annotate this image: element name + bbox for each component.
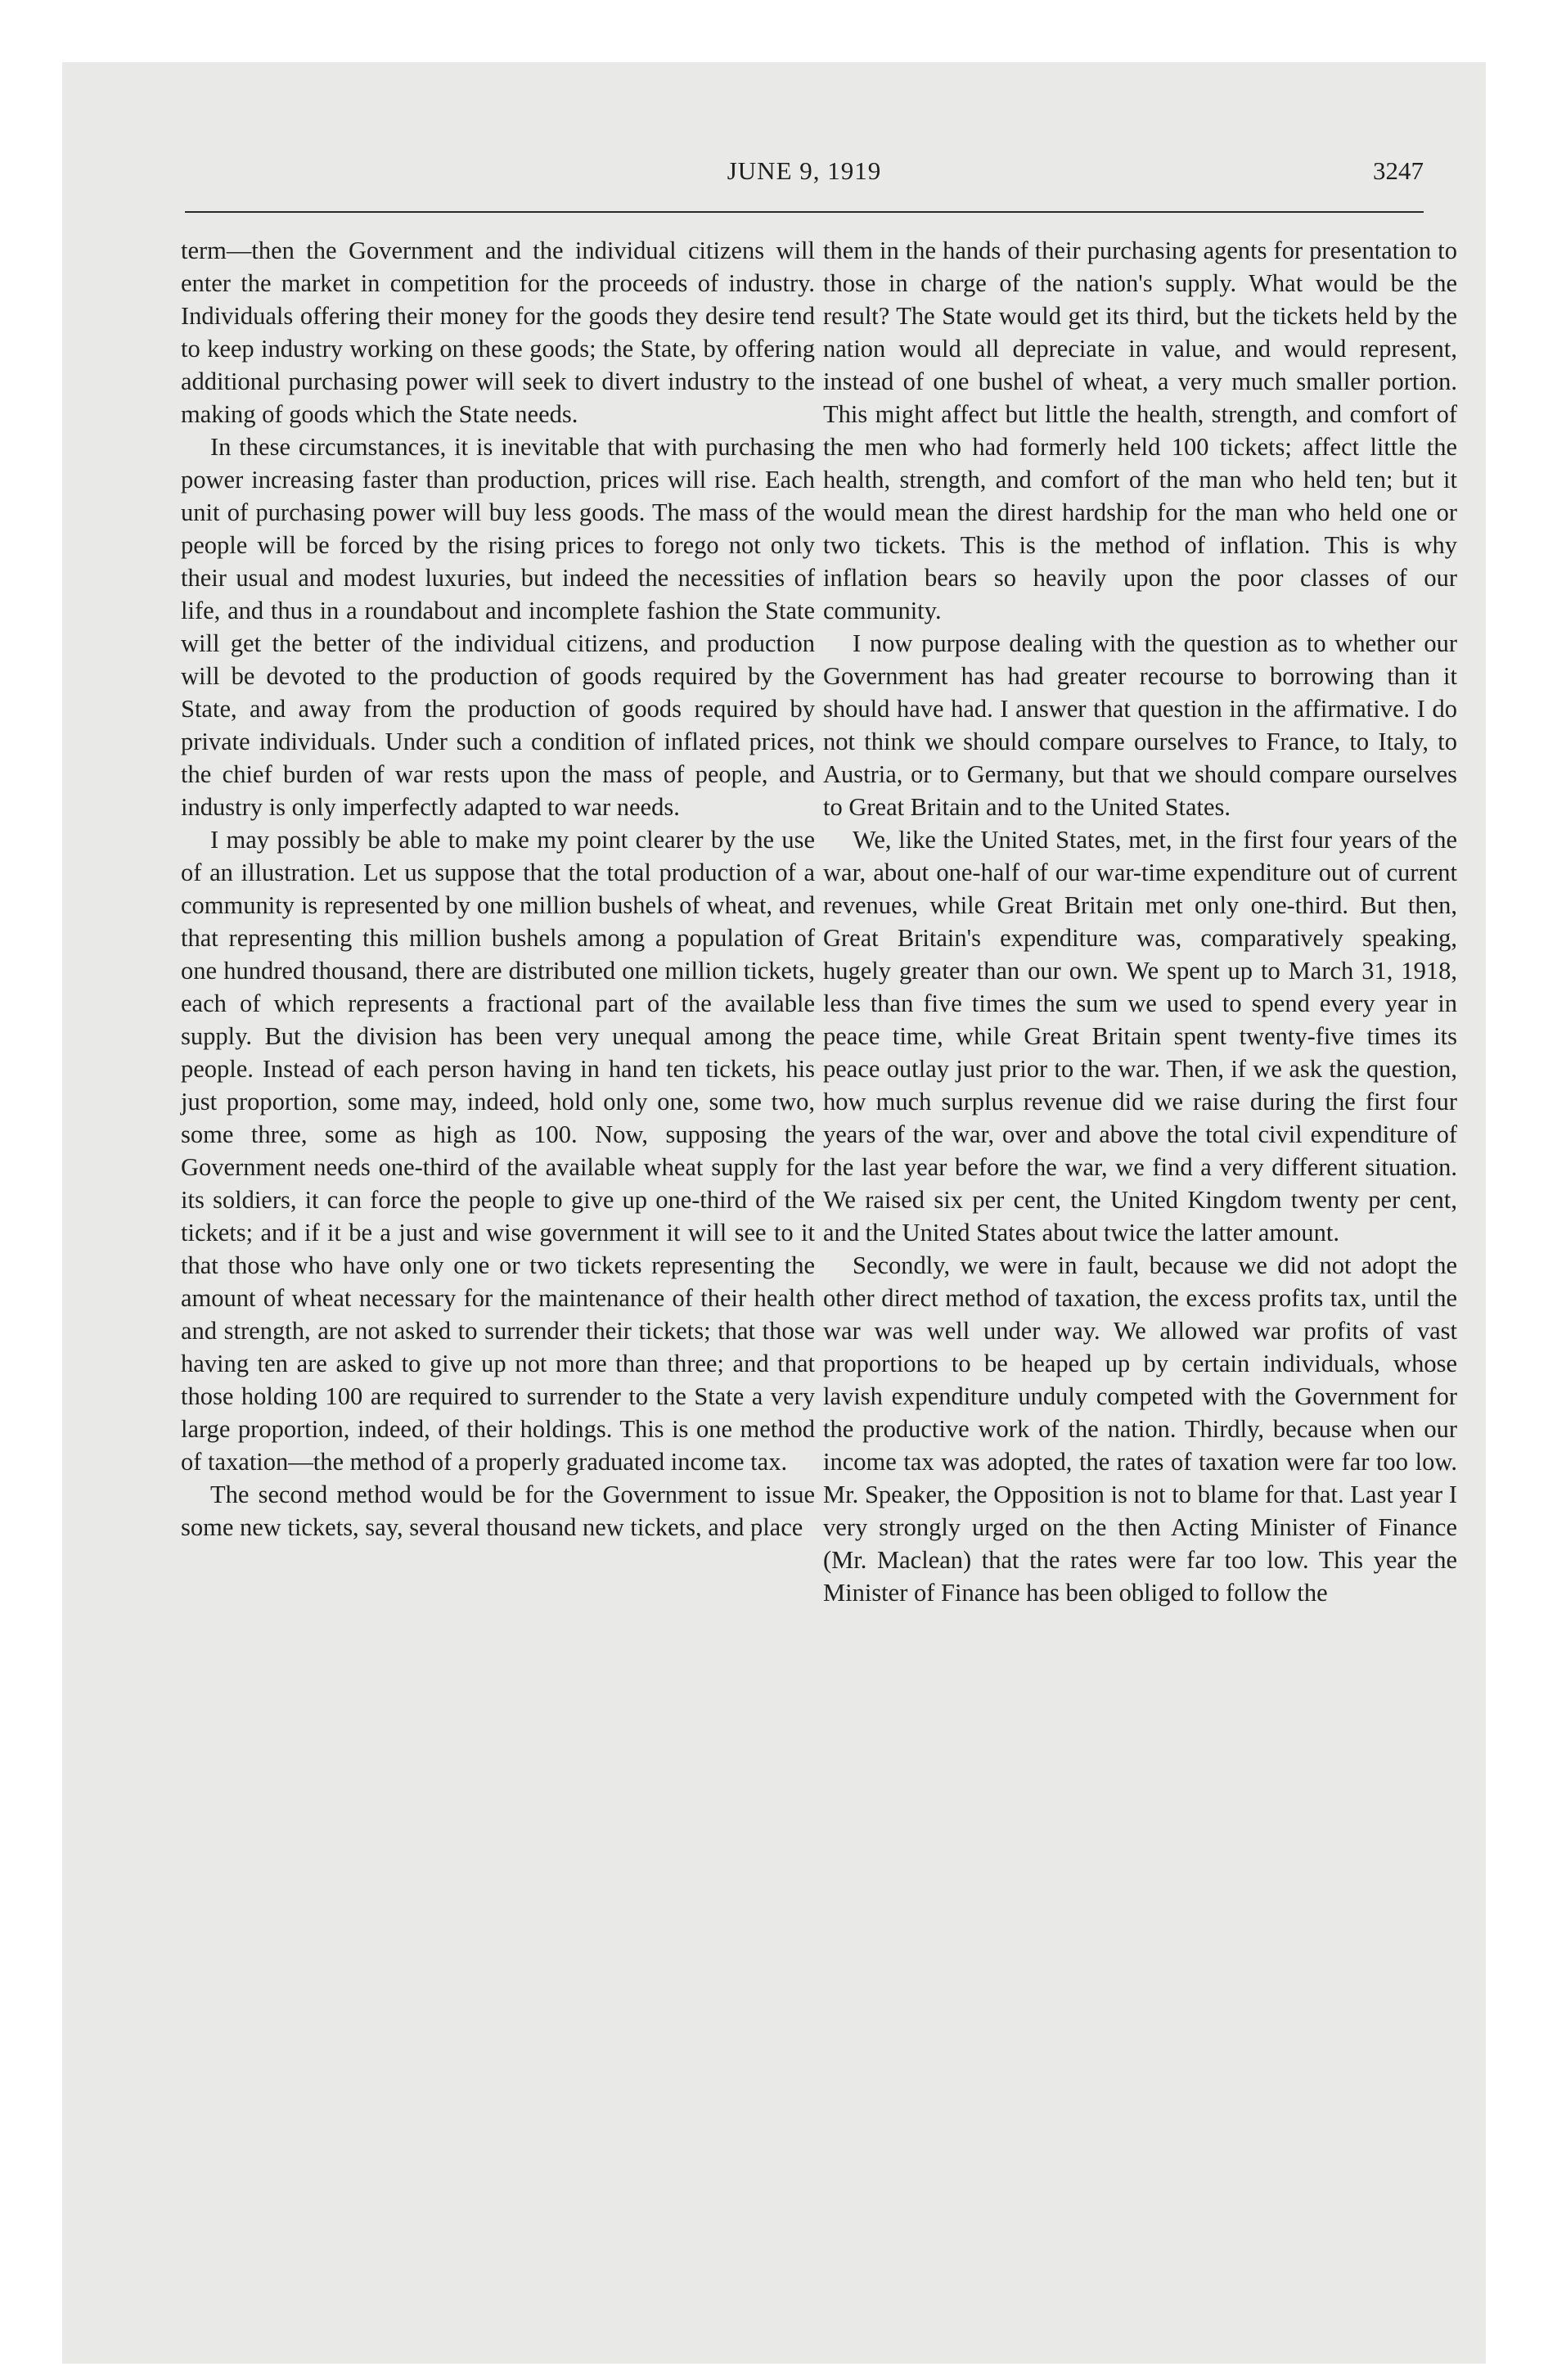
paragraph: In these circumstances, it is inevitable that with purchasing power increasing faster than production, prices will rise. Each unit of purchasing power will buy less goods. The mass of the people will be forced by the rising prices to forego not only their usual and modest luxuries, but indeed the necessities of life, and thus in a roundabout and incomplete fashion the State will get the better of the individual citizens, and production will be devoted to the production of goods required by the State, and away from the production of goods required by private individuals. Under such a condition of inflated prices, the chief burden of war rests upon the mass of people, and industry is only imperfectly adapted to war needs. bbox=[181, 433, 815, 821]
left-column bbox=[181, 234, 815, 1544]
paragraph: term—then the Government and the individual citizens will enter the market in competition for the proceeds of industry. Individuals offering their money for the goods they desire tend to keep industry working on these goods; the State, by offering additional purchasing power will seek to divert industry to the making of goods which the State needs. bbox=[181, 237, 815, 428]
running-header bbox=[185, 156, 1424, 205]
paragraph: I now purpose dealing with the question as to whether our Government has had greater recourse to borrowing than it should have had. I answer that question in the affirmative. I do not think we should compare ourselves to France, to Italy, to Austria, or to Germany, but that we should compare ourselves to Great Britain and to the United States. bbox=[823, 629, 1457, 821]
paragraph: We, like the United States, met, in the first four years of the war, about one-half of our war-time expenditure out of current revenues, while Great Britain met only one-third. But then, Great Britain's expenditure was, comparatively speaking, hugely greater than our own. We spent up to March 31, 1918, less than five times the sum we used to spend every year in peace time, while Great Britain spent twenty-five times its peace outlay just prior to the war. Then, if we ask the question, how much surplus revenue did we raise during the first four years of the war, over and above the total civil expenditure of the last year before the war, we find a very different situation. We raised six per cent, the United Kingdom twenty per cent, and the United States about twice the latter amount. bbox=[823, 826, 1457, 1246]
right-column bbox=[823, 234, 1457, 1609]
header-date: JUNE 9, 1919 bbox=[727, 156, 882, 185]
header-rule bbox=[185, 211, 1424, 213]
paragraph: Secondly, we were in fault, because we did not adopt the other direct method of taxation, the excess profits tax, until the war was well under way. We allowed war profits of vast proportions to be heaped up by certain individuals, whose lavish expenditure unduly competed with the Government for the productive work of the nation. Thirdly, because when our income tax was adopted, the rates of taxation were far too low. Mr. Speaker, the Opposition is not to blame for that. Last year I very strongly urged on the then Acting Minister of Finance (Mr. Maclean) that the rates were far too low. This year the Minister of Finance has been obliged to follow the bbox=[823, 1251, 1457, 1607]
paragraph: them in the hands of their purchasing agents for presentation to those in charge of the nation's supply. What would be the result? The State would get its third, but the tickets held by the nation would all depreciate in value, and would represent, instead of one bushel of wheat, a very much smaller portion. This might affect but little the health, strength, and comfort of the men who had formerly held 100 tickets; affect little the health, strength, and comfort of the man who held ten; but it would mean the direst hardship for the man who held one or two tickets. This is the method of inflation. This is why inflation bears so heavily upon the poor classes of our community. bbox=[823, 237, 1457, 624]
paragraph: The second method would be for the Government to issue some new tickets, say, several thousand new tickets, and place bbox=[181, 1481, 815, 1541]
paragraph: I may possibly be able to make my point clearer by the use of an illustration. Let us suppose that the total production of a community is represented by one million bushels of wheat, and that representing this million bushels among a population of one hundred thousand, there are distributed one million tickets, each of which represents a fractional part of the available supply. But the division has been very unequal among the people. Instead of each person having in hand ten tickets, his just proportion, some may, indeed, hold only one, some two, some three, some as high as 100. Now, supposing the Government needs one-third of the available wheat supply for its soldiers, it can force the people to give up one-third of the tickets; and if it be a just and wise government it will see to it that those who have only one or two tickets representing the amount of wheat necessary for the maintenance of their health and strength, are not asked to surrender their tickets; that those having ten are asked to give up not more than three; and that those holding 100 are required to surrender to the State a very large proportion, indeed, of their holdings. This is one method of taxation—the method of a properly graduated income tax. bbox=[181, 826, 815, 1476]
scanned-page bbox=[62, 62, 1486, 2364]
page-number: 3247 bbox=[1373, 156, 1424, 185]
document-page bbox=[62, 62, 1486, 2364]
